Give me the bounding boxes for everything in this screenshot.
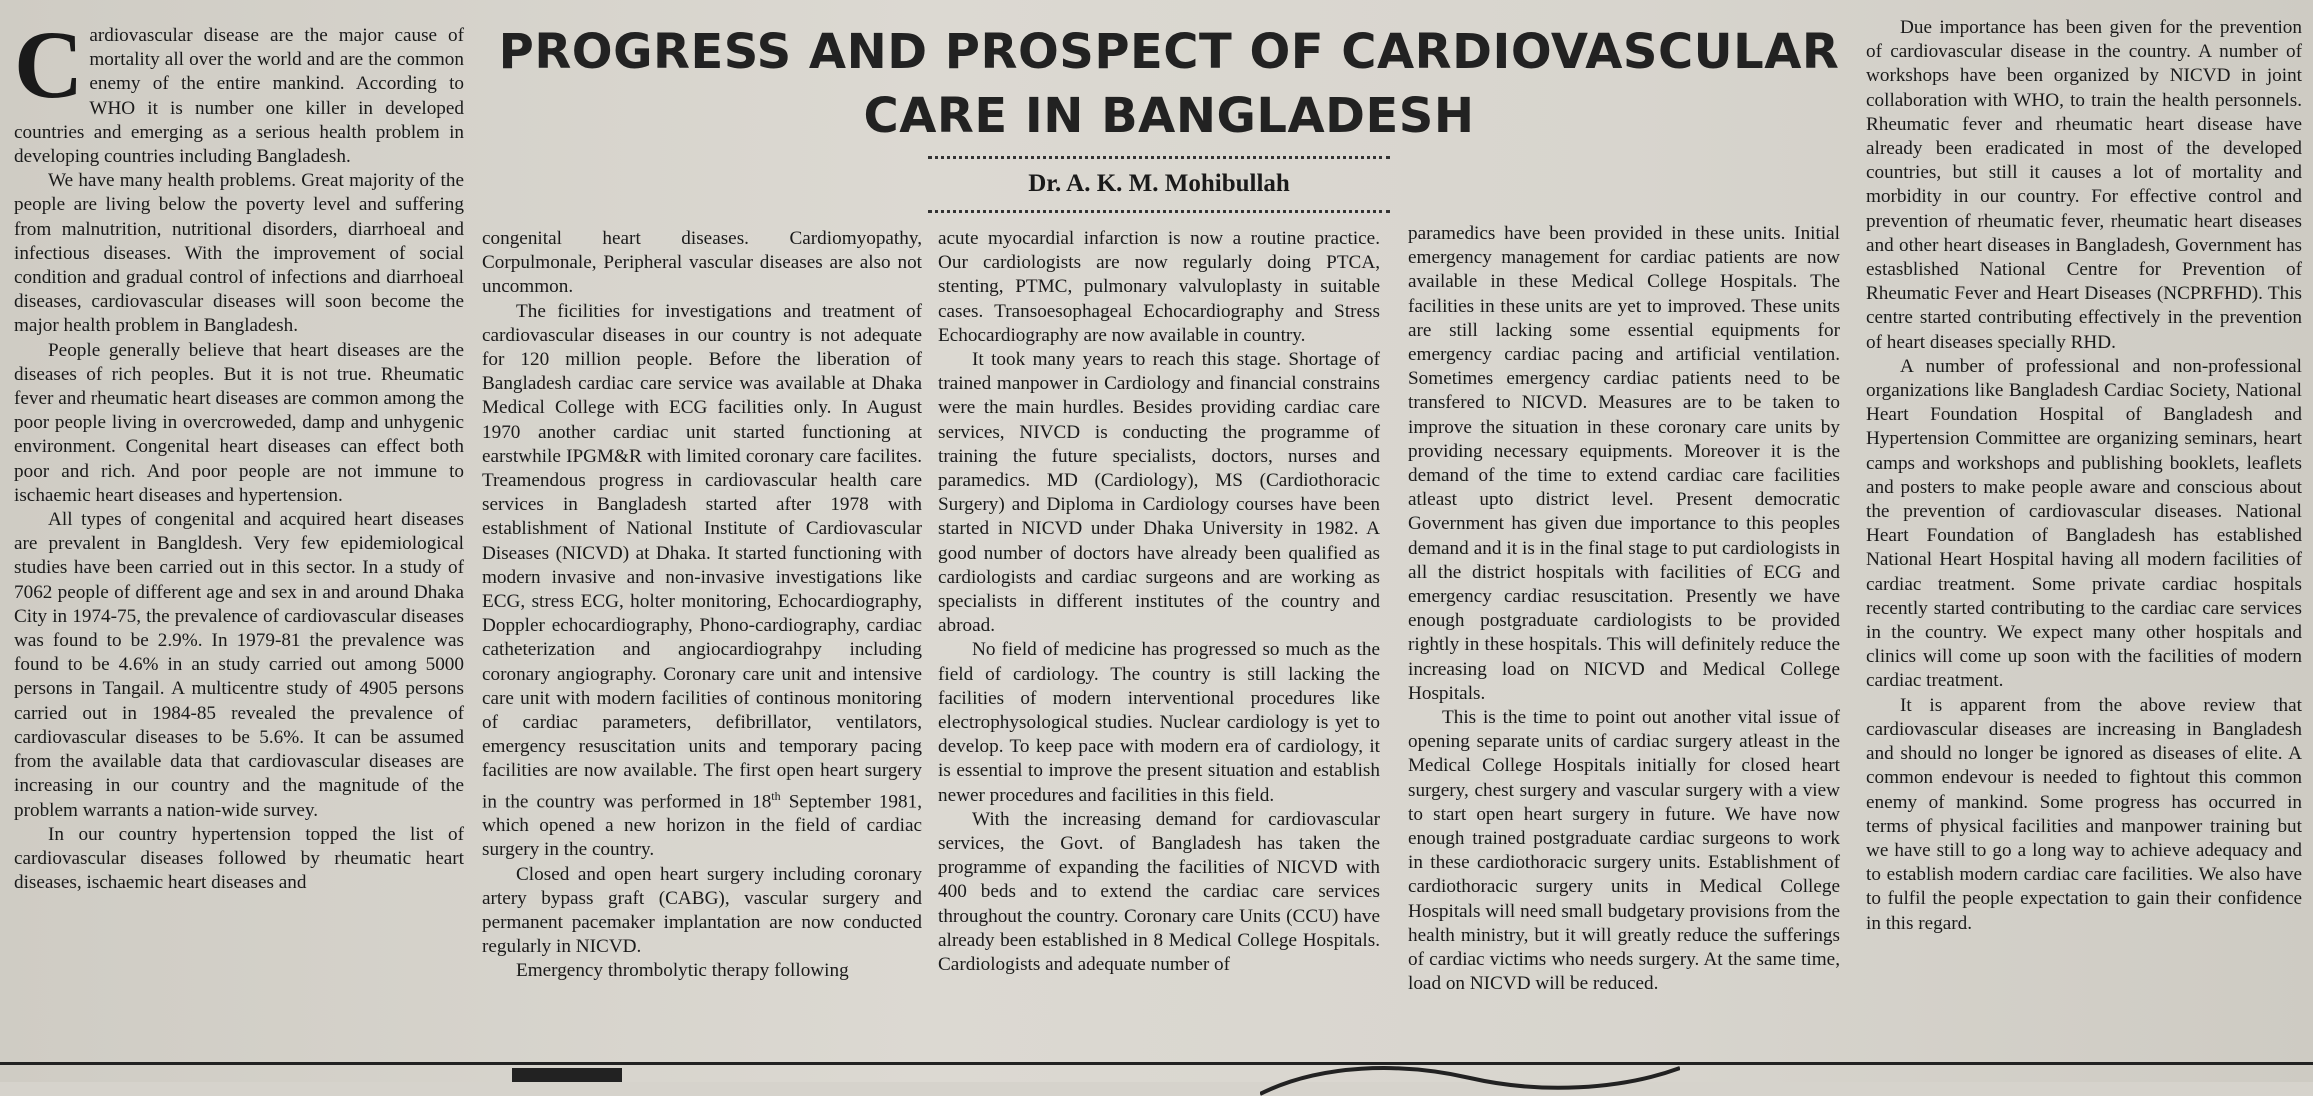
bottom-ad-block [512, 1068, 622, 1082]
paragraph: With the increasing demand for cardiovascular services, the Govt. of Bangladesh has taken the programme of expanding the facilities of NICVD with 400 beds and to extend the cardiac care services throughout the country. Coronary care Units (CCU) have already been established in 8 Medical College Hospitals. Cardiologists and adequate number of [938, 808, 1380, 976]
paragraph: acute myocardial infarction is now a routine practice. Our cardiologists are now regularly doing PTCA, stenting, PTMC, pulmonary valvuloplasty in suitable cases. Transoesophageal Echocardiography and Stress Echocardiography are now available in country. [938, 228, 1380, 346]
paragraph-text: September 1981, which opened a new horizon in the field of cardiac surgery in the country. [482, 791, 922, 861]
article-column-2 [482, 227, 922, 984]
byline-top-divider [928, 156, 1390, 159]
paragraph-text: The ficilities for investigations and treatment of cardiovascular diseases in our country is not adequate for 120 million people. Before the liberation of Bangladesh cardiac care service was available at Dhaka Medical College with ECG facilities only. In August 1970 another cardiac unit started functioning at earstwhile IPGM&R with limited coronary care facilites. Treamendous progress in cardiovascular health care services in Bangladesh started after 1978 with establishment of National Institute of Cardiovascular Diseases (NICVD) at Dhaka. It started functioning with modern invasive and non-invasive investigations like ECG, stress ECG, holter monitoring, Echocardiography, Doppler echocardiography, Phono-cardiography, cardiac catheterization and angiocardiograhpy including coronary angiography. Coronary care unit and intensive care unit with modern facilities of continous monitoring of cardiac parameters, defibrillator, ventilators, emergency resuscitation units and temporary pacing facilities are now available. The first open heart surgery in the country was performed in [482, 300, 922, 813]
article-byline: Dr. A. K. M. Mohibullah [1028, 170, 1290, 197]
article-headline: PROGRESS AND PROSPECT OF CARDIOVASCULAR CARE IN BANGLADESH [498, 24, 1840, 144]
paragraph: It took many years to reach this stage. Shortage of trained manpower in Cardiology and financial constrains were the main hurdles. Besides providing cardiac care services, NIVCD is conducting the programme of training the future specialists, doctors, nurses and paramedics. MD (Cardiology), MS (Cardiothoracic Surgery) and Diploma in Cardiology courses have been started in NICVD under Dhaka University in 1982. A good number of doctors have already been qualified as cardiologists and cardiac surgeons and are working as specialists in different institutes of the country and abroad. [938, 349, 1380, 637]
article-column-4 [1408, 222, 1840, 997]
intro-text: ardiovascular disease are the major cause of mortality all over the world and are the common enemy of the entire mankind. According to WHO it is number one killer in developed countries and emerging as a serious health problem in developing countries including Bangladesh. [14, 25, 464, 168]
paragraph: Closed and open heart surgery including coronary artery bypass graft (CABG), vascular surgery and permanent pacemaker implantation are now conducted regularly in NICVD. [482, 863, 922, 958]
intro-paragraph [14, 11, 464, 169]
paragraph: A number of professional and non-professional organizations like Bangladesh Cardiac Society, National Heart Foundation Hospital of Bangladesh and Hypertension Committee are organizing seminars, heart camps and workshops and publishing booklets, leaflets and posters to make people aware and conscious about the prevention of cardiovascular diseases. National Heart Foundation of Bangladesh has established National Heart Hospital having all modern facilities of cardiac treatment. Some private cardiac hospitals recently started contributing to the cardiac care services in the country. We expect many other hospitals and clinics will come up soon with the facilities of modern cardiac treatment. [1866, 355, 2302, 692]
paragraph: No field of medicine has progressed so much as the field of cardiology. The country is still lacking the facilities of modern interventional procedures like electrophysological studies. Nuclear cardiology is yet to develop. To keep pace with modern era of cardiology, it is essential to improve the present situation and establish newer procedures and facilities in this field. [938, 639, 1380, 806]
paragraph: All types of congenital and acquired heart diseases are prevalent in Bangldesh. Very few epidemiological studies have been carried out in this sector. In a study of 7062 people of different age and sex in and around Dhaka City in 1974-75, the prevalence of cardiovascular diseases was found to be 2.9%. In 1979-81 the prevalence was found to be 4.6% in an study carried out among 5000 persons in Tangail. A multicentre study of 4905 persons carried out in 1984-85 revealed the prevalence of cardiovascular diseases to be 5.6%. It can be assumed from the available data that cardiovascular diseases are increasing in our country and the magnitude of the problem warrants a nation-wide survey. [14, 509, 464, 821]
paragraph: It is apparent from the above review that cardiovascular diseases are increasing in Bangladesh and should no longer be ignored as diseases of elite. A common endevour is needed to fightout this common enemy of mankind. Some progress has occurred in terms of physical facilities and manpower training but we have still to go a long way to achieve adequacy and to establish modern cardiac care facilities. We also have to fulfil the people expectation to gain their confidence in this regard. [1866, 694, 2302, 934]
date-suffix: th [771, 788, 781, 803]
paragraph: This is the time to point out another vital issue of opening separate units of cardiac surgery atleast in the Medical College Hospitals initially for closed heart surgery, chest surgery and vascular surgery with a view to start open heart surgery in future. We have now enough trained postgraduate cardiac surgeons to work in these cardiothoracic surgery units. Establishment of cardiothoracic surgery units in Medical College Hospitals will need small budgetary provisions from the health ministry, but it will greatly reduce the sufferings of cardiac victims who needs surgery. At the same time, load on NICVD will be reduced. [1408, 707, 1840, 995]
paragraph: congenital heart diseases. Cardiomyopathy, Corpulmonale, Peripheral vascular diseases are also not uncommon. [482, 228, 922, 298]
paragraph: In our country hypertension topped the list of cardiovascular diseases followed by rheumatic heart diseases, ischaemic heart diseases and [14, 823, 464, 894]
paragraph [482, 300, 922, 863]
bottom-border-rule [0, 1062, 2313, 1065]
paragraph: paramedics have been provided in these units. Initial emergency management for cardiac patients are now available in these Medical College Hospitals. The facilities in these units are yet to improved. These units are still lacking some essential equipments for emergency cardiac pacing and artificial ventilation. Sometimes emergency cardiac patients need to be transfered to NICVD. Measures are to be taken to improve the situation in these coronary care units by providing necessary equipments. Moreover it is the demand of the time to extend cardiac care facilities atleast upto district level. Present democratic Government has given due importance to this peoples demand and it is in the final stage to put cardiologists in all the district hospitals with facilities of ECG and emergency cardiac resuscitation. Presently we have enough postgraduate cardiologists to be provided rightly in these hospitals. This will definitely reduce the increasing load on NICVD and Medical College Hospitals. [1408, 223, 1840, 704]
paragraph: People generally believe that heart diseases are the diseases of rich peoples. But it is not true. Rheumatic fever and rheumatic heart diseases are common among the poor people living in overcroweded, damp and unhygenic environment. Congenital heart diseases can effect both poor and rich. And poor people are not immune to ischaemic heart diseases and hypertension. [14, 339, 464, 506]
paragraph: Due importance has been given for the prevention of cardiovascular disease in the country. A number of workshops have been organized by NICVD in joint collaboration with WHO, to train the health personnels. Rheumatic fever and rheumatic heart disease have already been eradicated in most of the developed countries, but still it causes a lot of mortality and morbidity in our country. For effective control and prevention of rheumatic fever, rheumatic heart diseases and other heart diseases in Bangladesh, Government has estasblished National Centre for Prevention of Rheumatic Fever and Heart Diseases (NCPRFHD). This centre started contributing effectively in the prevention of heart diseases specially RHD. [1866, 17, 2302, 353]
article-column-3 [938, 227, 1380, 977]
bottom-ornament [1260, 1056, 1680, 1096]
date-day: 18 [752, 791, 772, 813]
paragraph: Emergency thrombolytic therapy following [516, 960, 849, 982]
drop-cap: C [14, 11, 84, 118]
byline-bottom-divider [928, 210, 1390, 213]
article-column-5 [1866, 16, 2302, 936]
paragraph: We have many health problems. Great majority of the people are living below the poverty level and suffering from malnutrition, nutritional disorders, diarrhoeal and infectious diseases. With the improvement of social condition and gradual control of infections and diarrhoeal diseases, cardiovascular diseases will soon become the major health problem in Bangladesh. [14, 170, 464, 337]
article-column-1 [14, 11, 464, 895]
